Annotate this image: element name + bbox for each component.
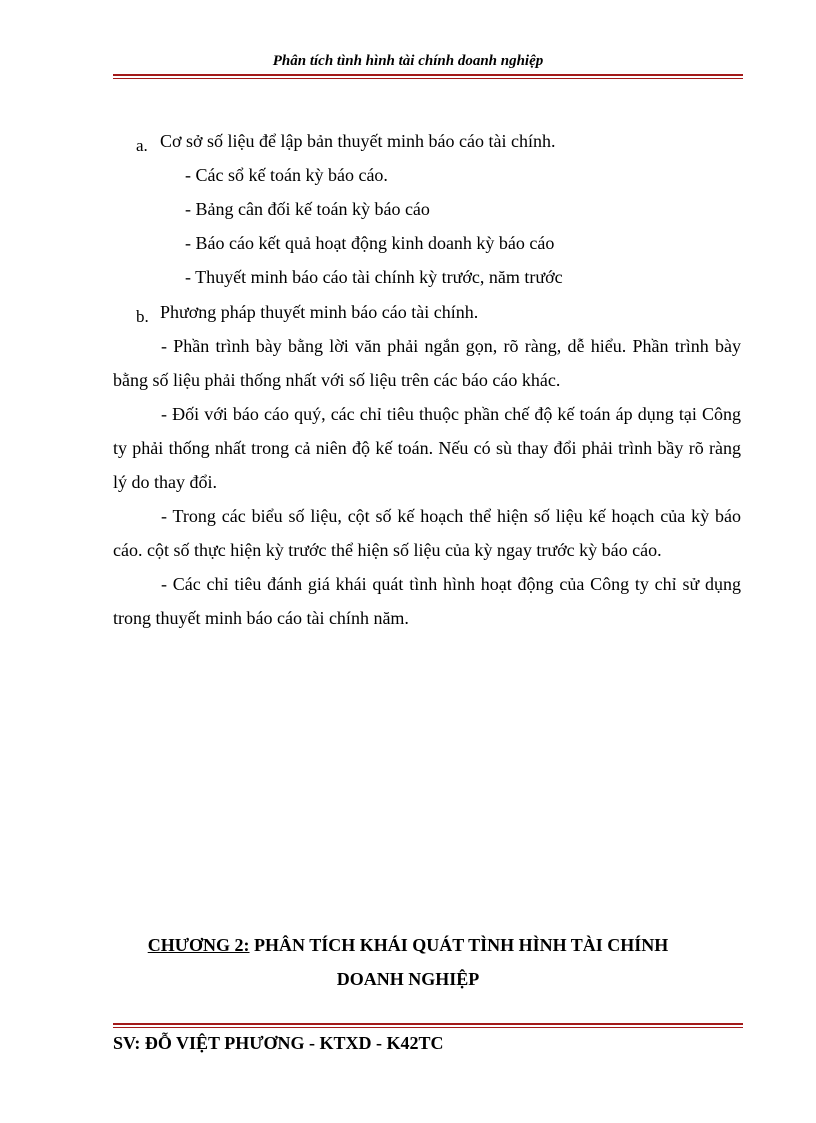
- section-b-paragraph: - Đối với báo cáo quý, các chỉ tiêu thuộc phần chế độ kế toán áp dụng tại Công ty phải thống nhất trong cả niên độ kế toán. Nếu có sù thay đổi phải trình bầy rõ ràng lý do thay đổi.: [113, 404, 741, 492]
- header-rule: [113, 74, 743, 81]
- section-b-paragraph: - Các chỉ tiêu đánh giá khái quát tình hình hoạt động của Công ty chỉ sử dụng trong thuyết minh báo cáo tài chính năm.: [113, 574, 741, 628]
- chapter-heading: [0, 928, 816, 996]
- section-a-item: - Báo cáo kết quả hoạt động kinh doanh kỳ báo cáo: [185, 233, 555, 253]
- chapter-title-line2: DOANH NGHIỆP: [336, 969, 480, 989]
- section-b-heading: Phương pháp thuyết minh báo cáo tài chính.: [160, 302, 479, 322]
- page-header-title: Phân tích tình hình tài chính doanh nghiệp: [272, 53, 544, 69]
- section-a-heading: Cơ sở số liệu để lập bản thuyết minh báo cáo tài chính.: [160, 131, 556, 151]
- chapter-label: CHƯƠNG 2:: [147, 935, 250, 955]
- section-a-item: - Thuyết minh báo cáo tài chính kỳ trước, năm trước: [185, 267, 563, 287]
- section-b-paragraph: - Trong các biểu số liệu, cột số kế hoạch thể hiện số liệu kế hoạch của kỳ báo cáo. cột số thực hiện kỳ trước thể hiện số liệu của kỳ ngay trước kỳ báo cáo.: [113, 506, 741, 560]
- chapter-title-line1: PHÂN TÍCH KHÁI QUÁT TÌNH HÌNH TÀI CHÍNH: [249, 935, 669, 955]
- section-a-item: - Các sổ kế toán kỳ báo cáo.: [185, 165, 388, 185]
- footer-rule: [113, 1023, 743, 1030]
- footer-student: SV: ĐỖ VIỆT PHƯƠNG - KTXD - K42TC: [113, 1033, 444, 1053]
- section-b-letter: b.: [136, 307, 149, 326]
- section-a-letter: a.: [136, 136, 148, 155]
- section-a-item: - Bảng cân đối kế toán kỳ báo cáo: [185, 199, 430, 219]
- section-b-paragraph: - Phần trình bày bằng lời văn phải ngắn gọn, rõ ràng, dễ hiểu. Phần trình bày bằng số liệu phải thống nhất với số liệu trên các báo cáo khác.: [113, 336, 741, 390]
